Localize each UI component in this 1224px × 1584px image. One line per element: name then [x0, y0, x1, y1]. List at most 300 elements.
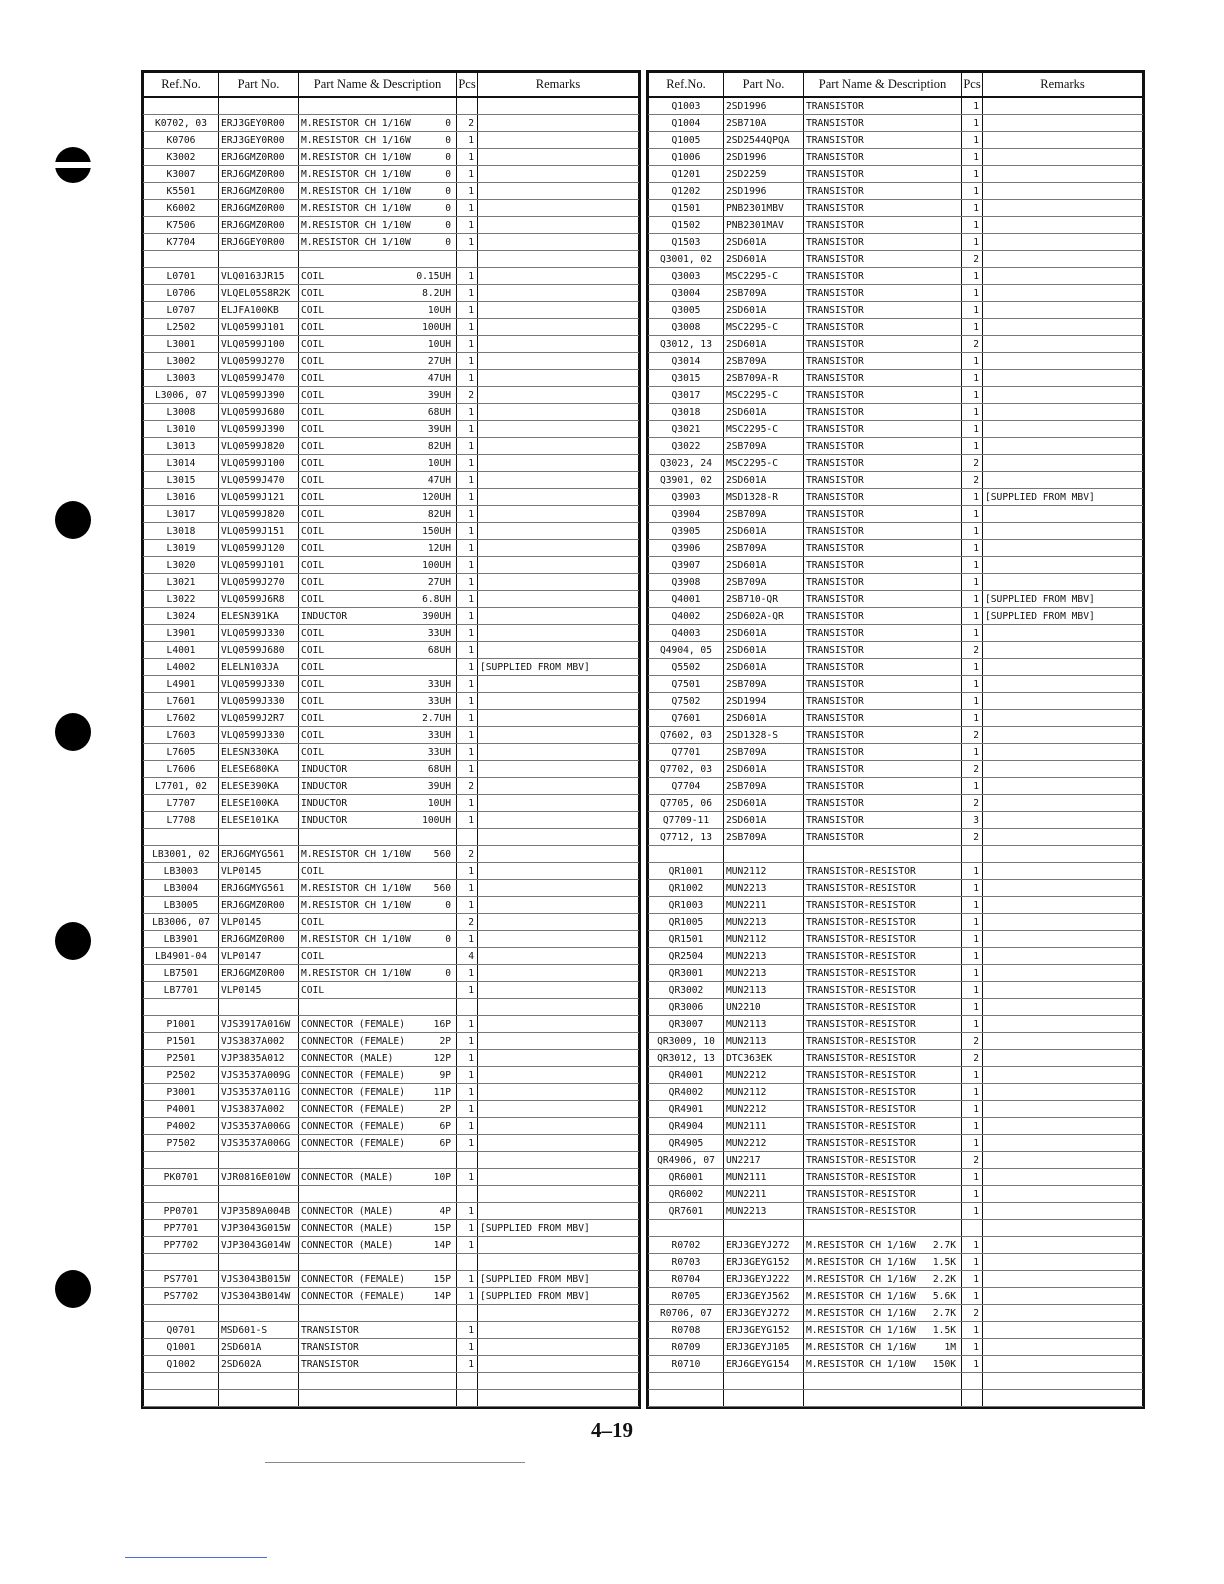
remarks-cell: [478, 693, 639, 710]
description-wrap: [806, 490, 959, 505]
description-cell: [804, 914, 962, 931]
description-cell: [804, 693, 962, 710]
part-name: M.RESISTOR CH 1/16W: [806, 1307, 916, 1319]
ref-no-cell: Q3008: [649, 319, 724, 336]
remarks-cell: [478, 1186, 639, 1203]
ref-no-cell: L3015: [144, 472, 219, 489]
description-wrap: [806, 864, 959, 879]
description-wrap: [806, 898, 959, 913]
ref-no-cell: QR6002: [649, 1186, 724, 1203]
table-row: [144, 1305, 639, 1322]
pcs-cell: 1: [457, 489, 478, 506]
description-wrap: [806, 1085, 959, 1100]
table-row: [144, 642, 639, 659]
ref-no-cell: Q7701: [649, 744, 724, 761]
part-value: [956, 1204, 959, 1219]
description-cell: [299, 1033, 457, 1050]
part-name: COIL: [301, 423, 325, 435]
part-name: INDUCTOR: [301, 763, 348, 775]
pcs-cell: [457, 999, 478, 1016]
remarks-cell: [983, 251, 1143, 268]
ref-no-cell: L3001: [144, 336, 219, 353]
part-value: [956, 592, 959, 607]
part-value: [956, 609, 959, 624]
part-no-cell: VJS3537A011G: [219, 1084, 299, 1101]
pcs-cell: 1: [962, 897, 983, 914]
description-wrap: [301, 541, 454, 556]
pcs-cell: 1: [962, 999, 983, 1016]
description-cell: [299, 387, 457, 404]
part-name: M.RESISTOR CH 1/16W: [806, 1290, 916, 1302]
ref-no-cell: L3008: [144, 404, 219, 421]
description-wrap: [301, 762, 454, 777]
pcs-cell: [457, 1305, 478, 1322]
description-wrap: [806, 405, 959, 420]
table-row: [649, 1033, 1143, 1050]
part-no-cell: [219, 1152, 299, 1169]
table-row: [144, 846, 639, 863]
part-no-header: Part No.: [724, 73, 804, 98]
ref-no-cell: L4001: [144, 642, 219, 659]
ref-no-cell: Q3018: [649, 404, 724, 421]
pcs-cell: 1: [457, 421, 478, 438]
pcs-cell: 1: [457, 897, 478, 914]
description-cell: [804, 336, 962, 353]
pcs-cell: 1: [457, 608, 478, 625]
pcs-cell: 1: [962, 693, 983, 710]
part-name: COIL: [301, 865, 325, 877]
description-cell: [804, 404, 962, 421]
ref-no-cell: [649, 1220, 724, 1237]
part-no-cell: UN2210: [724, 999, 804, 1016]
part-name: M.RESISTOR CH 1/16W: [301, 117, 411, 129]
remarks-cell: [478, 676, 639, 693]
part-no-cell: DTC363EK: [724, 1050, 804, 1067]
part-name: TRANSISTOR: [806, 525, 864, 537]
pcs-cell: 1: [962, 1322, 983, 1339]
part-value: 39UH: [427, 423, 451, 435]
description-cell: [299, 659, 457, 676]
description-wrap: [806, 1187, 959, 1202]
description-cell: [804, 200, 962, 217]
remarks-cell: [478, 1101, 639, 1118]
pcs-cell: 1: [962, 302, 983, 319]
pcs-cell: 2: [457, 115, 478, 132]
pcs-cell: 1: [457, 1271, 478, 1288]
description-wrap: [301, 150, 454, 165]
part-name: TRANSISTOR: [806, 100, 864, 112]
part-value: [956, 1051, 959, 1066]
part-name: INDUCTOR: [301, 797, 348, 809]
pcs-cell: 2: [962, 336, 983, 353]
description-cell: [299, 931, 457, 948]
table-row: [649, 948, 1143, 965]
table-row: [649, 1067, 1143, 1084]
part-no-cell: 2SB709A: [724, 829, 804, 846]
part-no-cell: ELESE680KA: [219, 761, 299, 778]
part-no-cell: VLQ0599J330: [219, 676, 299, 693]
pcs-cell: 1: [457, 302, 478, 319]
part-no-cell: [724, 1220, 804, 1237]
table-row: [649, 421, 1143, 438]
part-value: [956, 1170, 959, 1185]
part-name: TRANSISTOR: [806, 117, 864, 129]
remarks-cell: [983, 999, 1143, 1016]
part-name: TRANSISTOR-RESISTOR: [806, 1137, 916, 1149]
table-row: [144, 1169, 639, 1186]
description-cell: [804, 1084, 962, 1101]
part-value: [956, 949, 959, 964]
remarks-cell: [478, 897, 639, 914]
description-wrap: [806, 677, 959, 692]
pcs-cell: 2: [962, 829, 983, 846]
description-cell: [299, 863, 457, 880]
table-row: [144, 1101, 639, 1118]
description-wrap: [301, 575, 454, 590]
table-row: [144, 812, 639, 829]
part-value: 100UH: [422, 321, 451, 333]
table-row: [144, 931, 639, 948]
description-cell: [804, 472, 962, 489]
description-cell: [299, 217, 457, 234]
ref-no-cell: Q7709-11: [649, 812, 724, 829]
part-no-cell: 2SD601A: [724, 710, 804, 727]
part-no-cell: 2SD601A: [219, 1339, 299, 1356]
part-no-cell: VLQ0599J100: [219, 336, 299, 353]
remarks-cell: [478, 1118, 639, 1135]
part-no-cell: VJR0816E010W: [219, 1169, 299, 1186]
description-cell: [299, 97, 457, 115]
pcs-cell: 1: [457, 523, 478, 540]
pcs-cell: 1: [962, 744, 983, 761]
pcs-cell: 1: [457, 982, 478, 999]
part-value: 14P: [433, 1290, 451, 1302]
part-value: 0: [445, 117, 451, 129]
part-no-cell: 2SB710-QR: [724, 591, 804, 608]
part-name: COIL: [301, 304, 325, 316]
part-name: CONNECTOR (MALE): [301, 1205, 394, 1217]
part-no-cell: ELESN391KA: [219, 608, 299, 625]
ref-no-cell: K0702, 03: [144, 115, 219, 132]
part-name: TRANSISTOR: [806, 746, 864, 758]
part-name: TRANSISTOR: [806, 287, 864, 299]
pcs-cell: 1: [457, 625, 478, 642]
part-value: 10UH: [427, 338, 451, 350]
ref-no-cell: Q1005: [649, 132, 724, 149]
pcs-cell: 1: [457, 676, 478, 693]
ref-no-cell: L7606: [144, 761, 219, 778]
part-value: [956, 932, 959, 947]
pcs-cell: 1: [457, 1067, 478, 1084]
description-cell: [804, 421, 962, 438]
description-cell: [299, 693, 457, 710]
description-wrap: [301, 898, 454, 913]
pcs-cell: 1: [457, 1050, 478, 1067]
ref-no-cell: K0706: [144, 132, 219, 149]
description-cell: [299, 336, 457, 353]
pcs-cell: 1: [457, 217, 478, 234]
remarks-cell: [983, 1203, 1143, 1220]
ref-no-cell: L0707: [144, 302, 219, 319]
remarks-cell: [983, 846, 1143, 863]
remarks-cell: [478, 540, 639, 557]
page-number: 4–19: [591, 1418, 633, 1442]
pcs-cell: 2: [457, 846, 478, 863]
part-name: CONNECTOR (FEMALE): [301, 1120, 405, 1132]
ref-no-cell: Q7704: [649, 778, 724, 795]
description-cell: [804, 268, 962, 285]
part-name: TRANSISTOR: [301, 1324, 359, 1336]
remarks-cell: [478, 982, 639, 999]
part-value: 0.15UH: [416, 270, 451, 282]
table-row: [144, 540, 639, 557]
part-name: M.RESISTOR CH 1/10W: [301, 202, 411, 214]
description-cell: [299, 744, 457, 761]
part-name: TRANSISTOR: [806, 406, 864, 418]
pcs-cell: 2: [962, 761, 983, 778]
description-wrap: [806, 796, 959, 811]
table-row: [144, 302, 639, 319]
remarks-cell: [983, 1305, 1143, 1322]
description-wrap: [301, 1102, 454, 1117]
description-cell: [299, 1271, 457, 1288]
part-name: M.RESISTOR CH 1/10W: [301, 967, 411, 979]
part-value: [451, 1357, 454, 1372]
table-row: [649, 761, 1143, 778]
table-row: [649, 1084, 1143, 1101]
description-wrap: [301, 218, 454, 233]
part-value: [956, 99, 959, 114]
pcs-cell: 2: [962, 642, 983, 659]
pcs-cell: 1: [457, 863, 478, 880]
table-row: [144, 1322, 639, 1339]
description-cell: [299, 1373, 457, 1390]
description-wrap: [806, 524, 959, 539]
part-name: COIL: [301, 508, 325, 520]
description-wrap: [806, 201, 959, 216]
remarks-cell: [983, 506, 1143, 523]
table-row: [144, 200, 639, 217]
pcs-cell: 1: [457, 1016, 478, 1033]
part-value: [956, 626, 959, 641]
part-name: CONNECTOR (MALE): [301, 1239, 394, 1251]
description-cell: [804, 1254, 962, 1271]
remarks-cell: [983, 370, 1143, 387]
description-cell: [804, 1101, 962, 1118]
part-no-cell: [219, 999, 299, 1016]
part-value: 9P: [439, 1069, 451, 1081]
table-row: [649, 302, 1143, 319]
table-row: [649, 778, 1143, 795]
remarks-cell: [478, 880, 639, 897]
part-no-cell: VLP0145: [219, 982, 299, 999]
description-wrap: [301, 490, 454, 505]
part-value: [956, 643, 959, 658]
description-cell: [804, 149, 962, 166]
part-name: TRANSISTOR-RESISTOR: [806, 1120, 916, 1132]
part-no-cell: 2SB709A: [724, 353, 804, 370]
table-row: [144, 693, 639, 710]
ref-no-cell: QR4906, 07: [649, 1152, 724, 1169]
pcs-cell: 1: [457, 353, 478, 370]
remarks-cell: [983, 1050, 1143, 1067]
part-value: [956, 388, 959, 403]
pcs-cell: 1: [457, 642, 478, 659]
table-row: [649, 1322, 1143, 1339]
description-cell: [299, 472, 457, 489]
part-value: [956, 1187, 959, 1202]
remarks-cell: [478, 251, 639, 268]
part-name: COIL: [301, 678, 325, 690]
remarks-cell: [478, 523, 639, 540]
part-no-cell: MUN2213: [724, 1203, 804, 1220]
table-row: [649, 472, 1143, 489]
remarks-cell: [983, 676, 1143, 693]
part-value: [956, 660, 959, 675]
ref-no-cell: R0708: [649, 1322, 724, 1339]
part-value: [956, 881, 959, 896]
part-no-cell: 2SD601A: [724, 404, 804, 421]
description-cell: [804, 1237, 962, 1254]
part-no-cell: MSD1328-R: [724, 489, 804, 506]
table-row: [649, 387, 1143, 404]
part-no-cell: 2SB709A: [724, 438, 804, 455]
table-row: [649, 438, 1143, 455]
table-row: [144, 608, 639, 625]
description-wrap: [806, 1306, 959, 1321]
part-name: COIL: [301, 474, 325, 486]
table-row: [649, 965, 1143, 982]
part-name: TRANSISTOR-RESISTOR: [806, 1052, 916, 1064]
part-value: [956, 439, 959, 454]
ref-no-cell: QR1002: [649, 880, 724, 897]
description-cell: [299, 1050, 457, 1067]
description-wrap: [301, 796, 454, 811]
ref-no-cell: Q1503: [649, 234, 724, 251]
part-value: 39UH: [427, 389, 451, 401]
table-row: [649, 97, 1143, 115]
ref-no-cell: P3001: [144, 1084, 219, 1101]
description-wrap: [301, 235, 454, 250]
table-row: [649, 1135, 1143, 1152]
remarks-cell: [983, 914, 1143, 931]
remarks-cell: [478, 455, 639, 472]
part-name: TRANSISTOR: [806, 797, 864, 809]
ref-no-cell: QR4904: [649, 1118, 724, 1135]
ref-no-cell: Q3004: [649, 285, 724, 302]
description-wrap: [806, 541, 959, 556]
description-wrap: [301, 456, 454, 471]
remarks-cell: [983, 387, 1143, 404]
description-cell: [299, 1339, 457, 1356]
description-cell: [804, 285, 962, 302]
remarks-cell: [478, 1033, 639, 1050]
ref-no-cell: R0703: [649, 1254, 724, 1271]
description-wrap: [806, 694, 959, 709]
part-name: INDUCTOR: [301, 814, 348, 826]
table-row: [649, 1152, 1143, 1169]
part-name: TRANSISTOR: [806, 151, 864, 163]
pcs-header: Pcs: [962, 73, 983, 98]
part-no-cell: 2SD1994: [724, 693, 804, 710]
description-wrap: [301, 1204, 454, 1219]
part-value: 0: [445, 219, 451, 231]
binder-hole-3: [55, 713, 91, 751]
pcs-cell: 1: [962, 183, 983, 200]
part-name: TRANSISTOR: [806, 202, 864, 214]
table-row: [144, 285, 639, 302]
pcs-cell: 1: [962, 1339, 983, 1356]
part-name: TRANSISTOR-RESISTOR: [806, 916, 916, 928]
part-no-cell: 2SD601A: [724, 234, 804, 251]
description-wrap: [806, 575, 959, 590]
description-cell: [804, 370, 962, 387]
remarks-cell: [478, 183, 639, 200]
pcs-cell: 3: [962, 812, 983, 829]
remarks-cell: [983, 948, 1143, 965]
part-name: M.RESISTOR CH 1/16W: [806, 1341, 916, 1353]
table-row: [144, 710, 639, 727]
table-row: [649, 200, 1143, 217]
part-value: 0: [445, 151, 451, 163]
part-name: COIL: [301, 491, 325, 503]
ref-no-cell: Q1202: [649, 183, 724, 200]
description-wrap: [806, 303, 959, 318]
part-value: 0: [445, 236, 451, 248]
part-value: [956, 405, 959, 420]
part-no-cell: ELESE390KA: [219, 778, 299, 795]
remarks-cell: [SUPPLIED FROM MBV]: [983, 608, 1143, 625]
ref-no-cell: LB3006, 07: [144, 914, 219, 931]
description-cell: [804, 897, 962, 914]
description-wrap: [806, 320, 959, 335]
description-cell: [299, 1152, 457, 1169]
pcs-cell: 1: [457, 166, 478, 183]
remarks-cell: [983, 1118, 1143, 1135]
pcs-cell: 1: [962, 1016, 983, 1033]
remarks-cell: [478, 1084, 639, 1101]
part-no-cell: VJS3537A006G: [219, 1135, 299, 1152]
remarks-cell: [478, 1169, 639, 1186]
pcs-cell: 1: [962, 132, 983, 149]
description-wrap: [806, 116, 959, 131]
part-name: TRANSISTOR: [806, 270, 864, 282]
remarks-cell: [983, 1016, 1143, 1033]
part-name: TRANSISTOR-RESISTOR: [806, 1205, 916, 1217]
part-name: M.RESISTOR CH 1/10W: [301, 185, 411, 197]
ref-no-cell: [144, 1390, 219, 1407]
ref-no-cell: L4002: [144, 659, 219, 676]
remarks-cell: [983, 1169, 1143, 1186]
table-row: [144, 506, 639, 523]
part-name: TRANSISTOR-RESISTOR: [806, 1171, 916, 1183]
part-no-cell: MUN2112: [724, 1084, 804, 1101]
description-wrap: [806, 439, 959, 454]
remarks-cell: [478, 149, 639, 166]
table-row: [649, 1356, 1143, 1373]
part-name: TRANSISTOR: [806, 695, 864, 707]
part-value: 10UH: [427, 457, 451, 469]
ref-no-cell: Q3001, 02: [649, 251, 724, 268]
table-row: [144, 778, 639, 795]
part-name: M.RESISTOR CH 1/16W: [806, 1239, 916, 1251]
remarks-cell: [983, 132, 1143, 149]
pcs-cell: 1: [962, 234, 983, 251]
description-wrap: [301, 422, 454, 437]
part-name: CONNECTOR (MALE): [301, 1171, 394, 1183]
ref-no-cell: R0702: [649, 1237, 724, 1254]
remarks-cell: [983, 217, 1143, 234]
